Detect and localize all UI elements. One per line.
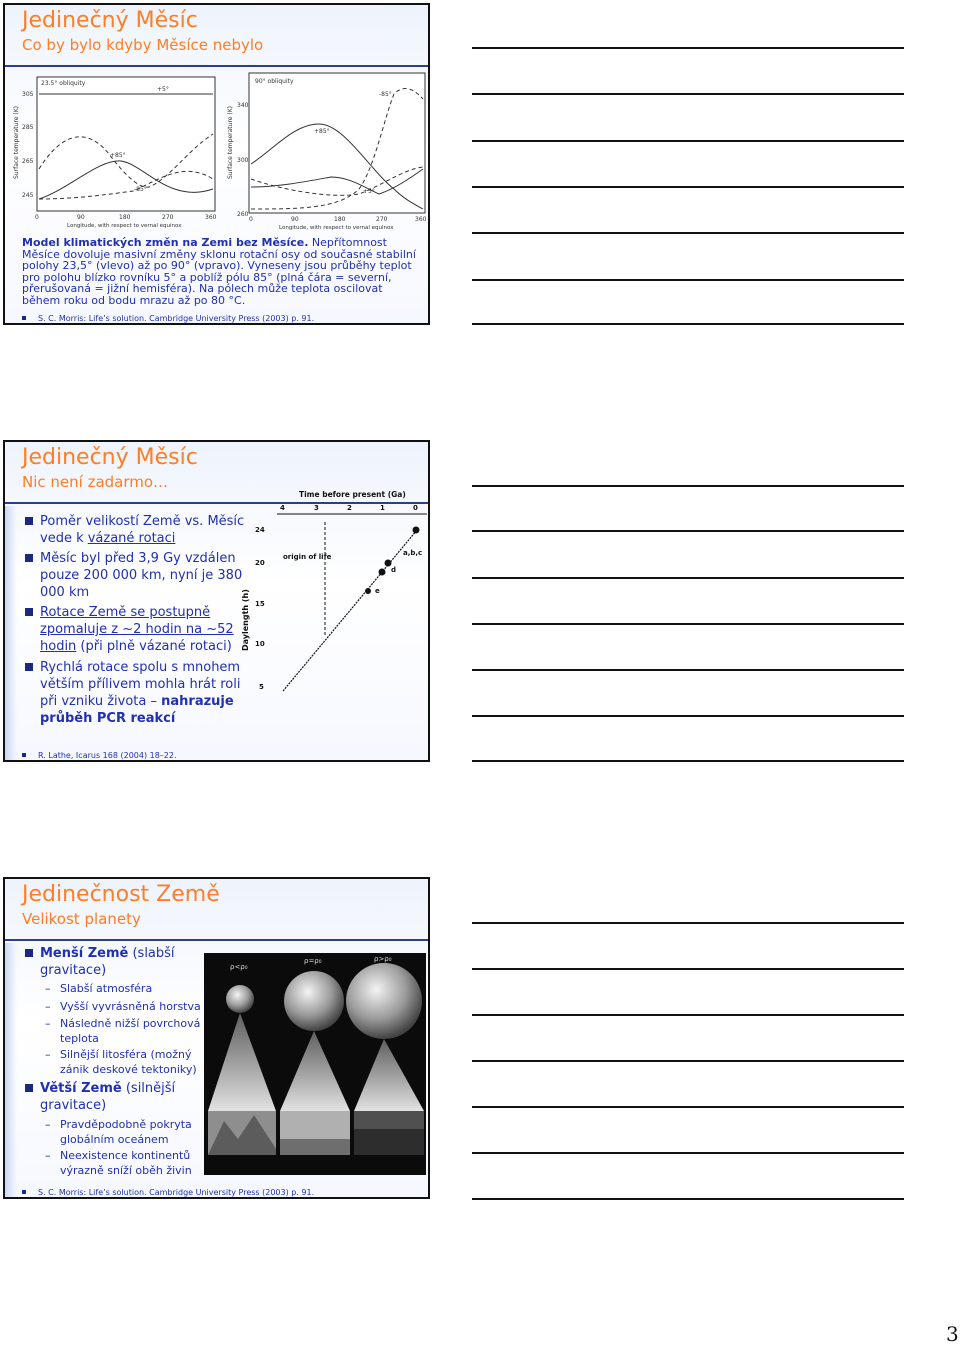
slide-3 xyxy=(3,877,430,1199)
curve-label: +5° xyxy=(157,86,169,93)
figure-caption xyxy=(22,237,424,306)
caption-text: Nepřítomnost Měsíce dovoluje masivní změny sklonu rotační osy od současné stabilní polohy 23,5° (vlevo) až po 90° (vpravo). Vyneseny jsou průběhy teplot pro polohu blízko rovníku 5° a poblíž pólu 85° (plná čára = severní, přerušovaná = jižní hemisféra). Na pólech může teplota oscilovat během roku od bodu mrazu až po 80 °C. xyxy=(22,236,416,307)
y-tick: 340 xyxy=(237,102,249,109)
y-tick: 20 xyxy=(255,559,265,567)
note-line xyxy=(472,530,904,532)
slide-title: Jedinečný Měsíc xyxy=(22,445,198,470)
note-line xyxy=(472,279,904,281)
y-axis-label: Surface temperature (K) xyxy=(227,105,234,179)
x-tick: 4 xyxy=(280,504,285,512)
planet-label: ρ=ρ₀ xyxy=(304,957,322,965)
y-tick: 24 xyxy=(255,526,265,534)
x-tick: 270 xyxy=(162,214,174,221)
y-tick: 15 xyxy=(255,600,265,608)
note-line xyxy=(472,485,904,487)
y-tick: 260 xyxy=(237,211,249,218)
note-line xyxy=(472,577,904,579)
bullet-item: Větší Země (silnější gravitace) xyxy=(23,1080,190,1114)
annotation-d: d xyxy=(391,566,397,574)
bullet-item: Rychlá rotace spolu s mnohem větším přílivem mohla hrát roli při vzniku života – nahrazuje průběh PCR reakcí xyxy=(23,659,250,727)
sub-bullet-item: – Neexistence kontinentů výrazně sníží oběh živin xyxy=(45,1148,200,1178)
planet-size-figure xyxy=(204,953,426,1175)
slide-title: Jedinečnost Země xyxy=(22,882,220,907)
x-tick: 1 xyxy=(380,504,385,512)
annotation-origin: origin of life xyxy=(283,553,332,561)
note-line xyxy=(472,1014,904,1016)
annotation-e: e xyxy=(375,587,380,595)
y-axis-label: Daylength (h) xyxy=(241,589,250,651)
slide-subtitle: Co by bylo kdyby Měsíce nebylo xyxy=(22,36,264,54)
page-number: 3 xyxy=(946,1322,959,1346)
note-line xyxy=(472,760,904,762)
chart-label: 90° obliquity xyxy=(255,78,294,85)
note-line xyxy=(472,1106,904,1108)
data-point xyxy=(365,588,371,594)
x-tick: 360 xyxy=(415,216,427,223)
curve-label: +5° xyxy=(363,188,375,195)
title-divider xyxy=(5,939,428,941)
x-tick: 3 xyxy=(314,504,319,512)
reference: S. C. Morris: Life’s solution. Cambridge University Press (2003) p. 91. xyxy=(22,314,314,323)
note-line xyxy=(472,140,904,142)
bullet-item: Poměr velikostí Země vs. Měsíc vede k vázané rotaci xyxy=(23,513,250,547)
obliquity-23-chart xyxy=(9,69,219,231)
title-divider xyxy=(5,65,428,67)
note-line xyxy=(472,922,904,924)
note-line xyxy=(472,323,904,325)
x-axis-label: Longitude, with respect to vernal equinox xyxy=(67,223,182,229)
y-tick: 300 xyxy=(237,157,249,164)
slide-subtitle: Nic není zadarmo… xyxy=(22,473,169,491)
note-line xyxy=(472,186,904,188)
note-line xyxy=(472,1198,904,1200)
note-line xyxy=(472,968,904,970)
chart-label: 23.5° obliquity xyxy=(41,80,86,87)
y-tick: 5 xyxy=(259,683,264,691)
x-tick: 90 xyxy=(77,214,85,221)
data-point xyxy=(379,569,386,576)
note-line xyxy=(472,669,904,671)
y-tick: 10 xyxy=(255,640,265,648)
reference: S. C. Morris: Life’s solution. Cambridge University Press (2003) p. 91. xyxy=(22,1188,314,1197)
sub-bullet-item: – Vyšší vyvrásněná horstva xyxy=(45,999,210,1014)
curve-label: +85° xyxy=(314,128,330,135)
note-line xyxy=(472,1060,904,1062)
chart-title: Time before present (Ga) xyxy=(299,490,406,499)
bullet-item: Měsíc byl před 3,9 Gy vzdálen pouze 200 000 km, nyní je 380 000 km xyxy=(23,550,250,601)
sub-bullet-item: – Silnější litosféra (možný zánik deskové tektoniky) xyxy=(45,1047,210,1077)
bullet-item: Menší Země (slabší gravitace) xyxy=(23,945,190,979)
caption-bold: Model klimatických změn na Zemi bez Měsíce. xyxy=(22,236,309,249)
y-tick: 245 xyxy=(22,192,34,199)
x-tick: 0 xyxy=(35,214,39,221)
sub-bullet-item: – Slabší atmosféra xyxy=(45,981,210,996)
data-point xyxy=(413,527,420,534)
x-tick: 270 xyxy=(376,216,388,223)
x-tick: 0 xyxy=(249,216,253,223)
note-line xyxy=(472,232,904,234)
note-line xyxy=(472,715,904,717)
sub-bullet-item: – Pravděpodobně pokryta globálním oceánem xyxy=(45,1117,210,1147)
note-line xyxy=(472,1152,904,1154)
x-tick: 90 xyxy=(291,216,299,223)
y-tick: 305 xyxy=(22,91,34,98)
note-line xyxy=(472,623,904,625)
y-tick: 285 xyxy=(22,124,34,131)
daylength-chart xyxy=(237,486,429,698)
x-tick: 360 xyxy=(205,214,217,221)
side-strip xyxy=(5,943,17,1197)
slide-title: Jedinečný Měsíc xyxy=(22,8,198,33)
large-planet xyxy=(346,963,422,1039)
x-tick: 180 xyxy=(119,214,131,221)
curve-label: +85° xyxy=(110,152,126,159)
reference: R. Lathe, Icarus 168 (2004) 18–22. xyxy=(22,751,177,760)
note-line xyxy=(472,93,904,95)
planet-label: ρ>ρ₀ xyxy=(374,955,392,963)
planet-label: ρ<ρ₀ xyxy=(230,963,248,971)
earth-planet xyxy=(284,971,344,1031)
slide-subtitle: Velikost planety xyxy=(22,910,141,928)
sub-bullet-item: – Následně nižší povrchová teplota xyxy=(45,1016,210,1046)
annotation-abc: a,b,c xyxy=(403,549,423,557)
curve-label: -85° xyxy=(379,91,392,98)
x-tick: 0 xyxy=(413,504,418,512)
x-tick: 2 xyxy=(347,504,352,512)
y-tick: 265 xyxy=(22,158,34,165)
x-axis-label: Longitude, with respect to vernal equinox xyxy=(279,225,394,231)
slide-1 xyxy=(3,3,430,325)
slide-2 xyxy=(3,440,430,762)
bullet-item: Rotace Země se postupně zpomaluje z ~2 hodin na ~52 hodin (při plně vázané rotaci) xyxy=(23,604,250,655)
obliquity-90-chart xyxy=(219,69,429,231)
y-axis-label: Surface temperature (K) xyxy=(13,105,20,179)
side-strip xyxy=(5,506,17,760)
x-tick: 180 xyxy=(334,216,346,223)
curve-label: -85° xyxy=(134,186,147,193)
small-planet xyxy=(226,985,254,1013)
note-line xyxy=(472,47,904,49)
